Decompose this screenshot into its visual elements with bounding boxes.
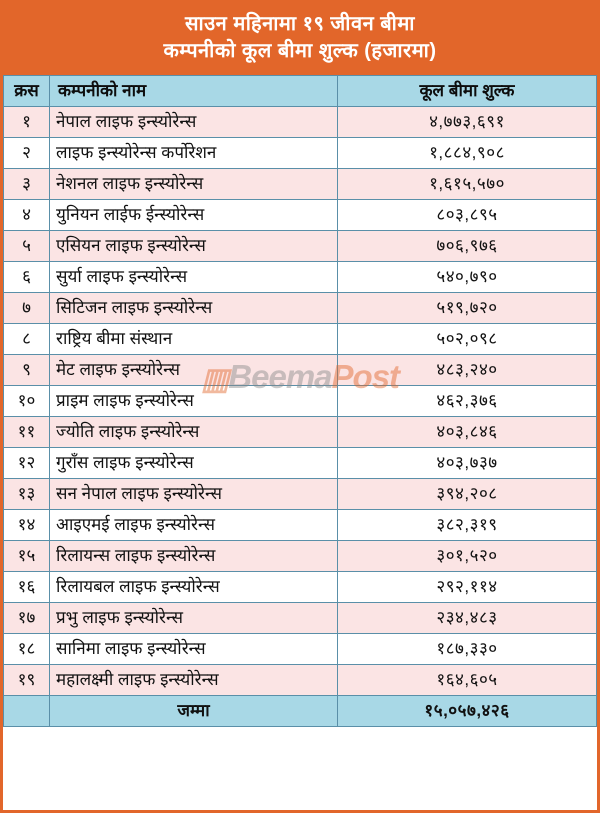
cell-company-name: नेपाल लाइफ इन्स्योरेन्स xyxy=(50,107,338,138)
table-row xyxy=(4,479,597,510)
table-row xyxy=(4,448,597,479)
table-row xyxy=(4,634,597,665)
cell-rank: १६ xyxy=(4,572,50,603)
cell-company-name: एसियन लाइफ इन्स्योरेन्स xyxy=(50,231,338,262)
cell-company-name: नेशनल लाइफ इन्स्योरेन्स xyxy=(50,169,338,200)
cell-premium-amount: ७०६,९७६ xyxy=(338,231,597,262)
cell-total-label: जम्मा xyxy=(50,696,338,727)
table-row xyxy=(4,417,597,448)
cell-rank: १५ xyxy=(4,541,50,572)
cell-rank: ८ xyxy=(4,324,50,355)
watermark-text-primary: Beema xyxy=(228,358,332,395)
table-row xyxy=(4,231,597,262)
cell-company-name: सानिमा लाइफ इन्स्योरेन्स xyxy=(50,634,338,665)
cell-rank: १४ xyxy=(4,510,50,541)
cell-total-rank xyxy=(4,696,50,727)
cell-premium-amount: १६४,६०५ xyxy=(338,665,597,696)
cell-rank: १ xyxy=(4,107,50,138)
table-row xyxy=(4,572,597,603)
table-row xyxy=(4,138,597,169)
cell-rank: ३ xyxy=(4,169,50,200)
cell-company-name: लाइफ इन्स्योरेन्स कर्पोरेशन xyxy=(50,138,338,169)
cell-rank: १८ xyxy=(4,634,50,665)
cell-company-name: गुराँस लाइफ इन्स्योरेन्स xyxy=(50,448,338,479)
cell-premium-amount: १,८८४,९०८ xyxy=(338,138,597,169)
title-line-1: साउन महिनामा १९ जीवन बीमा xyxy=(185,13,415,35)
watermark-logo-icon: ▥ xyxy=(200,362,227,396)
cell-company-name: सुर्या लाइफ इन्स्योरेन्स xyxy=(50,262,338,293)
cell-premium-amount: ३९४,२०८ xyxy=(338,479,597,510)
table-body xyxy=(4,107,597,727)
cell-premium-amount: ३८२,३१९ xyxy=(338,510,597,541)
cell-rank: १० xyxy=(4,386,50,417)
table-row xyxy=(4,665,597,696)
cell-rank: ९ xyxy=(4,355,50,386)
cell-rank: ६ xyxy=(4,262,50,293)
column-header-company: कम्पनीको नाम xyxy=(50,76,338,107)
cell-premium-amount: ४८३,२४० xyxy=(338,355,597,386)
cell-total-amount: १५,०५७,४२६ xyxy=(338,696,597,727)
table-header-row xyxy=(4,76,597,107)
cell-company-name: राष्ट्रिय बीमा संस्थान xyxy=(50,324,338,355)
cell-rank: १२ xyxy=(4,448,50,479)
table-row xyxy=(4,541,597,572)
cell-premium-amount: ४०३,७३७ xyxy=(338,448,597,479)
cell-premium-amount: ४६२,३७६ xyxy=(338,386,597,417)
cell-company-name: सिटिजन लाइफ इन्स्योरेन्स xyxy=(50,293,338,324)
cell-company-name: प्राइम लाइफ इन्स्योरेन्स xyxy=(50,386,338,417)
cell-company-name: सन नेपाल लाइफ इन्स्योरेन्स xyxy=(50,479,338,510)
table-row xyxy=(4,169,597,200)
cell-premium-amount: २९२,११४ xyxy=(338,572,597,603)
table-row xyxy=(4,603,597,634)
cell-rank: १९ xyxy=(4,665,50,696)
cell-rank: १३ xyxy=(4,479,50,510)
title-line-2: कम्पनीको कूल बीमा शुल्क (हजारमा) xyxy=(163,40,437,62)
cell-rank: २ xyxy=(4,138,50,169)
column-header-premium: कूल बीमा शुल्क xyxy=(338,76,597,107)
cell-company-name: प्रभु लाइफ इन्स्योरेन्स xyxy=(50,603,338,634)
column-header-rank: क्रस xyxy=(4,76,50,107)
cell-rank: १७ xyxy=(4,603,50,634)
cell-rank: ४ xyxy=(4,200,50,231)
table-row xyxy=(4,324,597,355)
title-banner xyxy=(3,3,597,75)
cell-premium-amount: १८७,३३० xyxy=(338,634,597,665)
cell-premium-amount: ८०३,८९५ xyxy=(338,200,597,231)
cell-company-name: रिलायबल लाइफ इन्स्योरेन्स xyxy=(50,572,338,603)
watermark-text-secondary: Post xyxy=(331,358,400,395)
table-row xyxy=(4,262,597,293)
cell-company-name: मेट लाइफ इन्स्योरेन्स xyxy=(50,355,338,386)
cell-company-name: आइएमई लाइफ इन्स्योरेन्स xyxy=(50,510,338,541)
cell-premium-amount: ५४०,७९० xyxy=(338,262,597,293)
table-row xyxy=(4,107,597,138)
cell-company-name: रिलायन्स लाइफ इन्स्योरेन्स xyxy=(50,541,338,572)
table-header xyxy=(4,76,597,107)
cell-company-name: ज्योति लाइफ इन्स्योरेन्स xyxy=(50,417,338,448)
table-row xyxy=(4,386,597,417)
premium-table xyxy=(3,75,597,727)
table-row xyxy=(4,200,597,231)
cell-premium-amount: ४०३,८४६ xyxy=(338,417,597,448)
cell-rank: ५ xyxy=(4,231,50,262)
cell-premium-amount: २३४,४८३ xyxy=(338,603,597,634)
cell-premium-amount: ४,७७३,६९१ xyxy=(338,107,597,138)
table-row xyxy=(4,293,597,324)
cell-company-name: युनियन लाईफ ईन्स्योरेन्स xyxy=(50,200,338,231)
cell-company-name: महालक्ष्मी लाइफ इन्स्योरेन्स xyxy=(50,665,338,696)
table-total-row xyxy=(4,696,597,727)
cell-rank: ११ xyxy=(4,417,50,448)
cell-premium-amount: ५०२,०९८ xyxy=(338,324,597,355)
cell-premium-amount: ५१९,७२० xyxy=(338,293,597,324)
cell-premium-amount: १,६१५,५७० xyxy=(338,169,597,200)
cell-premium-amount: ३०१,५२० xyxy=(338,541,597,572)
cell-rank: ७ xyxy=(4,293,50,324)
table-row xyxy=(4,355,597,386)
table-row xyxy=(4,510,597,541)
